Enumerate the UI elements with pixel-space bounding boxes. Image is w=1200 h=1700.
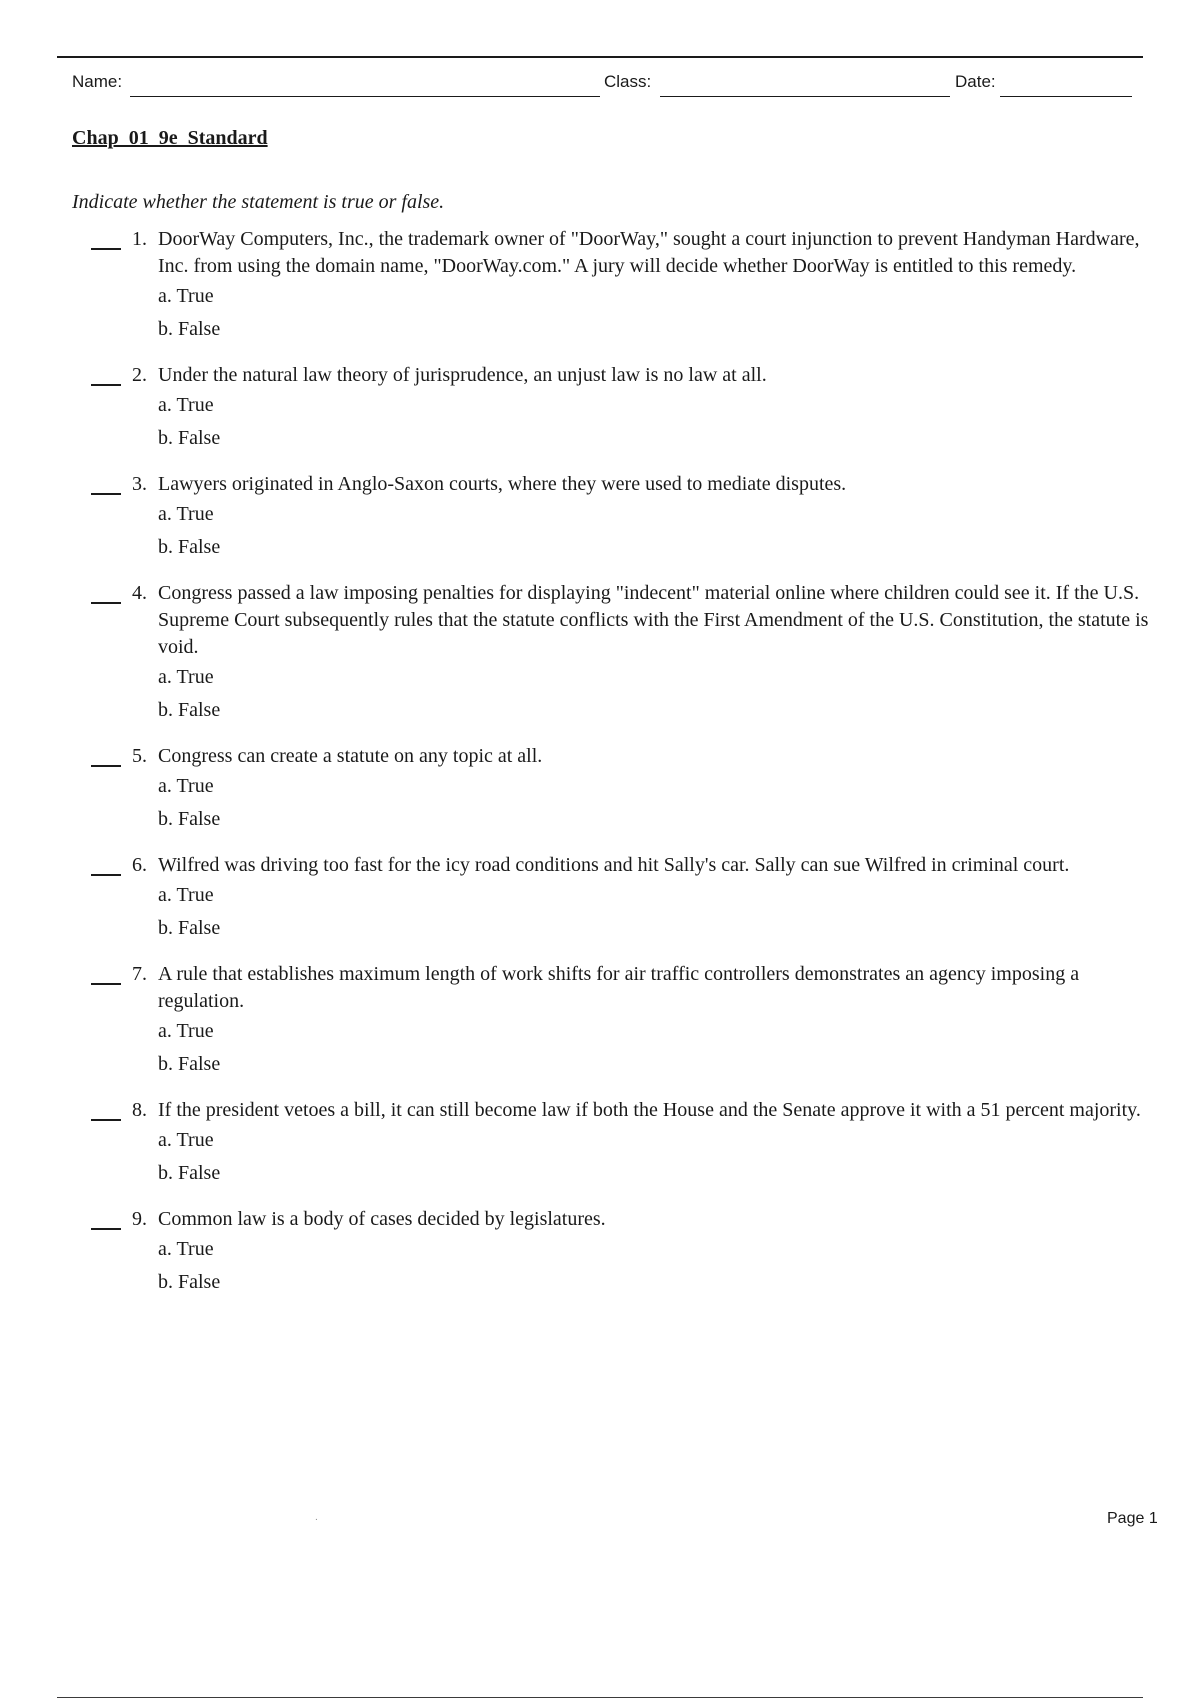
- question-number: 7.: [132, 963, 147, 985]
- question-item: [0, 961, 1200, 1081]
- question-item: [0, 362, 1200, 455]
- question-number: 9.: [132, 1208, 147, 1230]
- question-text: DoorWay Computers, Inc., the trademark owner of "DoorWay," sought a court injunction to prevent Handyman Hardware, Inc. from using the domain name, "DoorWay.com." A jury will decide whether DoorWay is entitled to this remedy.: [158, 228, 1140, 277]
- option-false: b. False: [158, 699, 221, 721]
- question-text: If the president vetoes a bill, it can still become law if both the House and the Senate approve it with a 51 percent majority.: [158, 1099, 1141, 1121]
- class-label: Class:: [604, 72, 652, 91]
- option-false: b. False: [158, 318, 221, 340]
- date-label: Date:: [955, 72, 996, 91]
- question-number: 3.: [132, 473, 147, 495]
- question-number: 8.: [132, 1099, 147, 1121]
- question-item: [0, 471, 1200, 564]
- question-item: [0, 226, 1200, 346]
- question-number: 2.: [132, 364, 147, 386]
- page-number: Page 1: [1107, 1510, 1158, 1527]
- question-text: Common law is a body of cases decided by legislatures.: [158, 1208, 606, 1230]
- answer-blank[interactable]: [91, 384, 121, 386]
- option-true: a. True: [158, 285, 214, 307]
- option-false: b. False: [158, 917, 221, 939]
- document-title: Chap_01_9e_Standard: [72, 127, 268, 149]
- question-item: [0, 1097, 1200, 1190]
- option-false: b. False: [158, 1162, 221, 1184]
- footer-mark: .: [315, 1512, 318, 1523]
- option-false: b. False: [158, 1271, 221, 1293]
- answer-blank[interactable]: [91, 1119, 121, 1121]
- answer-blank[interactable]: [91, 1228, 121, 1230]
- option-true: a. True: [158, 1020, 214, 1042]
- question-number: 6.: [132, 854, 147, 876]
- question-number: 4.: [132, 582, 147, 604]
- option-false: b. False: [158, 808, 221, 830]
- question-item: [0, 852, 1200, 945]
- question-number: 5.: [132, 745, 147, 767]
- answer-blank[interactable]: [91, 765, 121, 767]
- answer-blank[interactable]: [91, 983, 121, 985]
- option-true: a. True: [158, 503, 214, 525]
- option-true: a. True: [158, 666, 214, 688]
- question-text: A rule that establishes maximum length of work shifts for air traffic controllers demonstrates an agency imposing a regulation.: [158, 963, 1080, 1012]
- class-field-line[interactable]: [660, 96, 950, 97]
- option-true: a. True: [158, 1129, 214, 1151]
- name-label: Name:: [72, 72, 123, 91]
- question-text: Wilfred was driving too fast for the icy road conditions and hit Sally's car. Sally can sue Wilfred in criminal court.: [158, 854, 1070, 876]
- bottom-rule: [57, 1697, 1143, 1698]
- option-false: b. False: [158, 536, 221, 558]
- question-item: [0, 743, 1200, 836]
- question-text: Congress passed a law imposing penalties for displaying "indecent" material online where children could see it. If the U.S. Supreme Court subsequently rules that the statute conflicts with the First Amendment of the U.S. Constitution, the statute is void.: [158, 582, 1149, 658]
- question-item: [0, 1206, 1200, 1299]
- answer-blank[interactable]: [91, 248, 121, 250]
- instructions: Indicate whether the statement is true or false.: [72, 191, 445, 213]
- option-false: b. False: [158, 427, 221, 449]
- question-text: Congress can create a statute on any topic at all.: [158, 745, 543, 767]
- top-rule: [57, 56, 1143, 58]
- answer-blank[interactable]: [91, 602, 121, 604]
- name-field-line[interactable]: [130, 96, 600, 97]
- option-true: a. True: [158, 394, 214, 416]
- option-true: a. True: [158, 1238, 214, 1260]
- option-true: a. True: [158, 775, 214, 797]
- date-field-line[interactable]: [1000, 96, 1132, 97]
- option-true: a. True: [158, 884, 214, 906]
- option-false: b. False: [158, 1053, 221, 1075]
- answer-blank[interactable]: [91, 493, 121, 495]
- answer-blank[interactable]: [91, 874, 121, 876]
- question-list: [0, 226, 1200, 1315]
- question-text: Lawyers originated in Anglo-Saxon courts, where they were used to mediate disputes.: [158, 473, 847, 495]
- question-number: 1.: [132, 228, 147, 250]
- question-item: [0, 580, 1200, 727]
- question-text: Under the natural law theory of jurisprudence, an unjust law is no law at all.: [158, 364, 767, 386]
